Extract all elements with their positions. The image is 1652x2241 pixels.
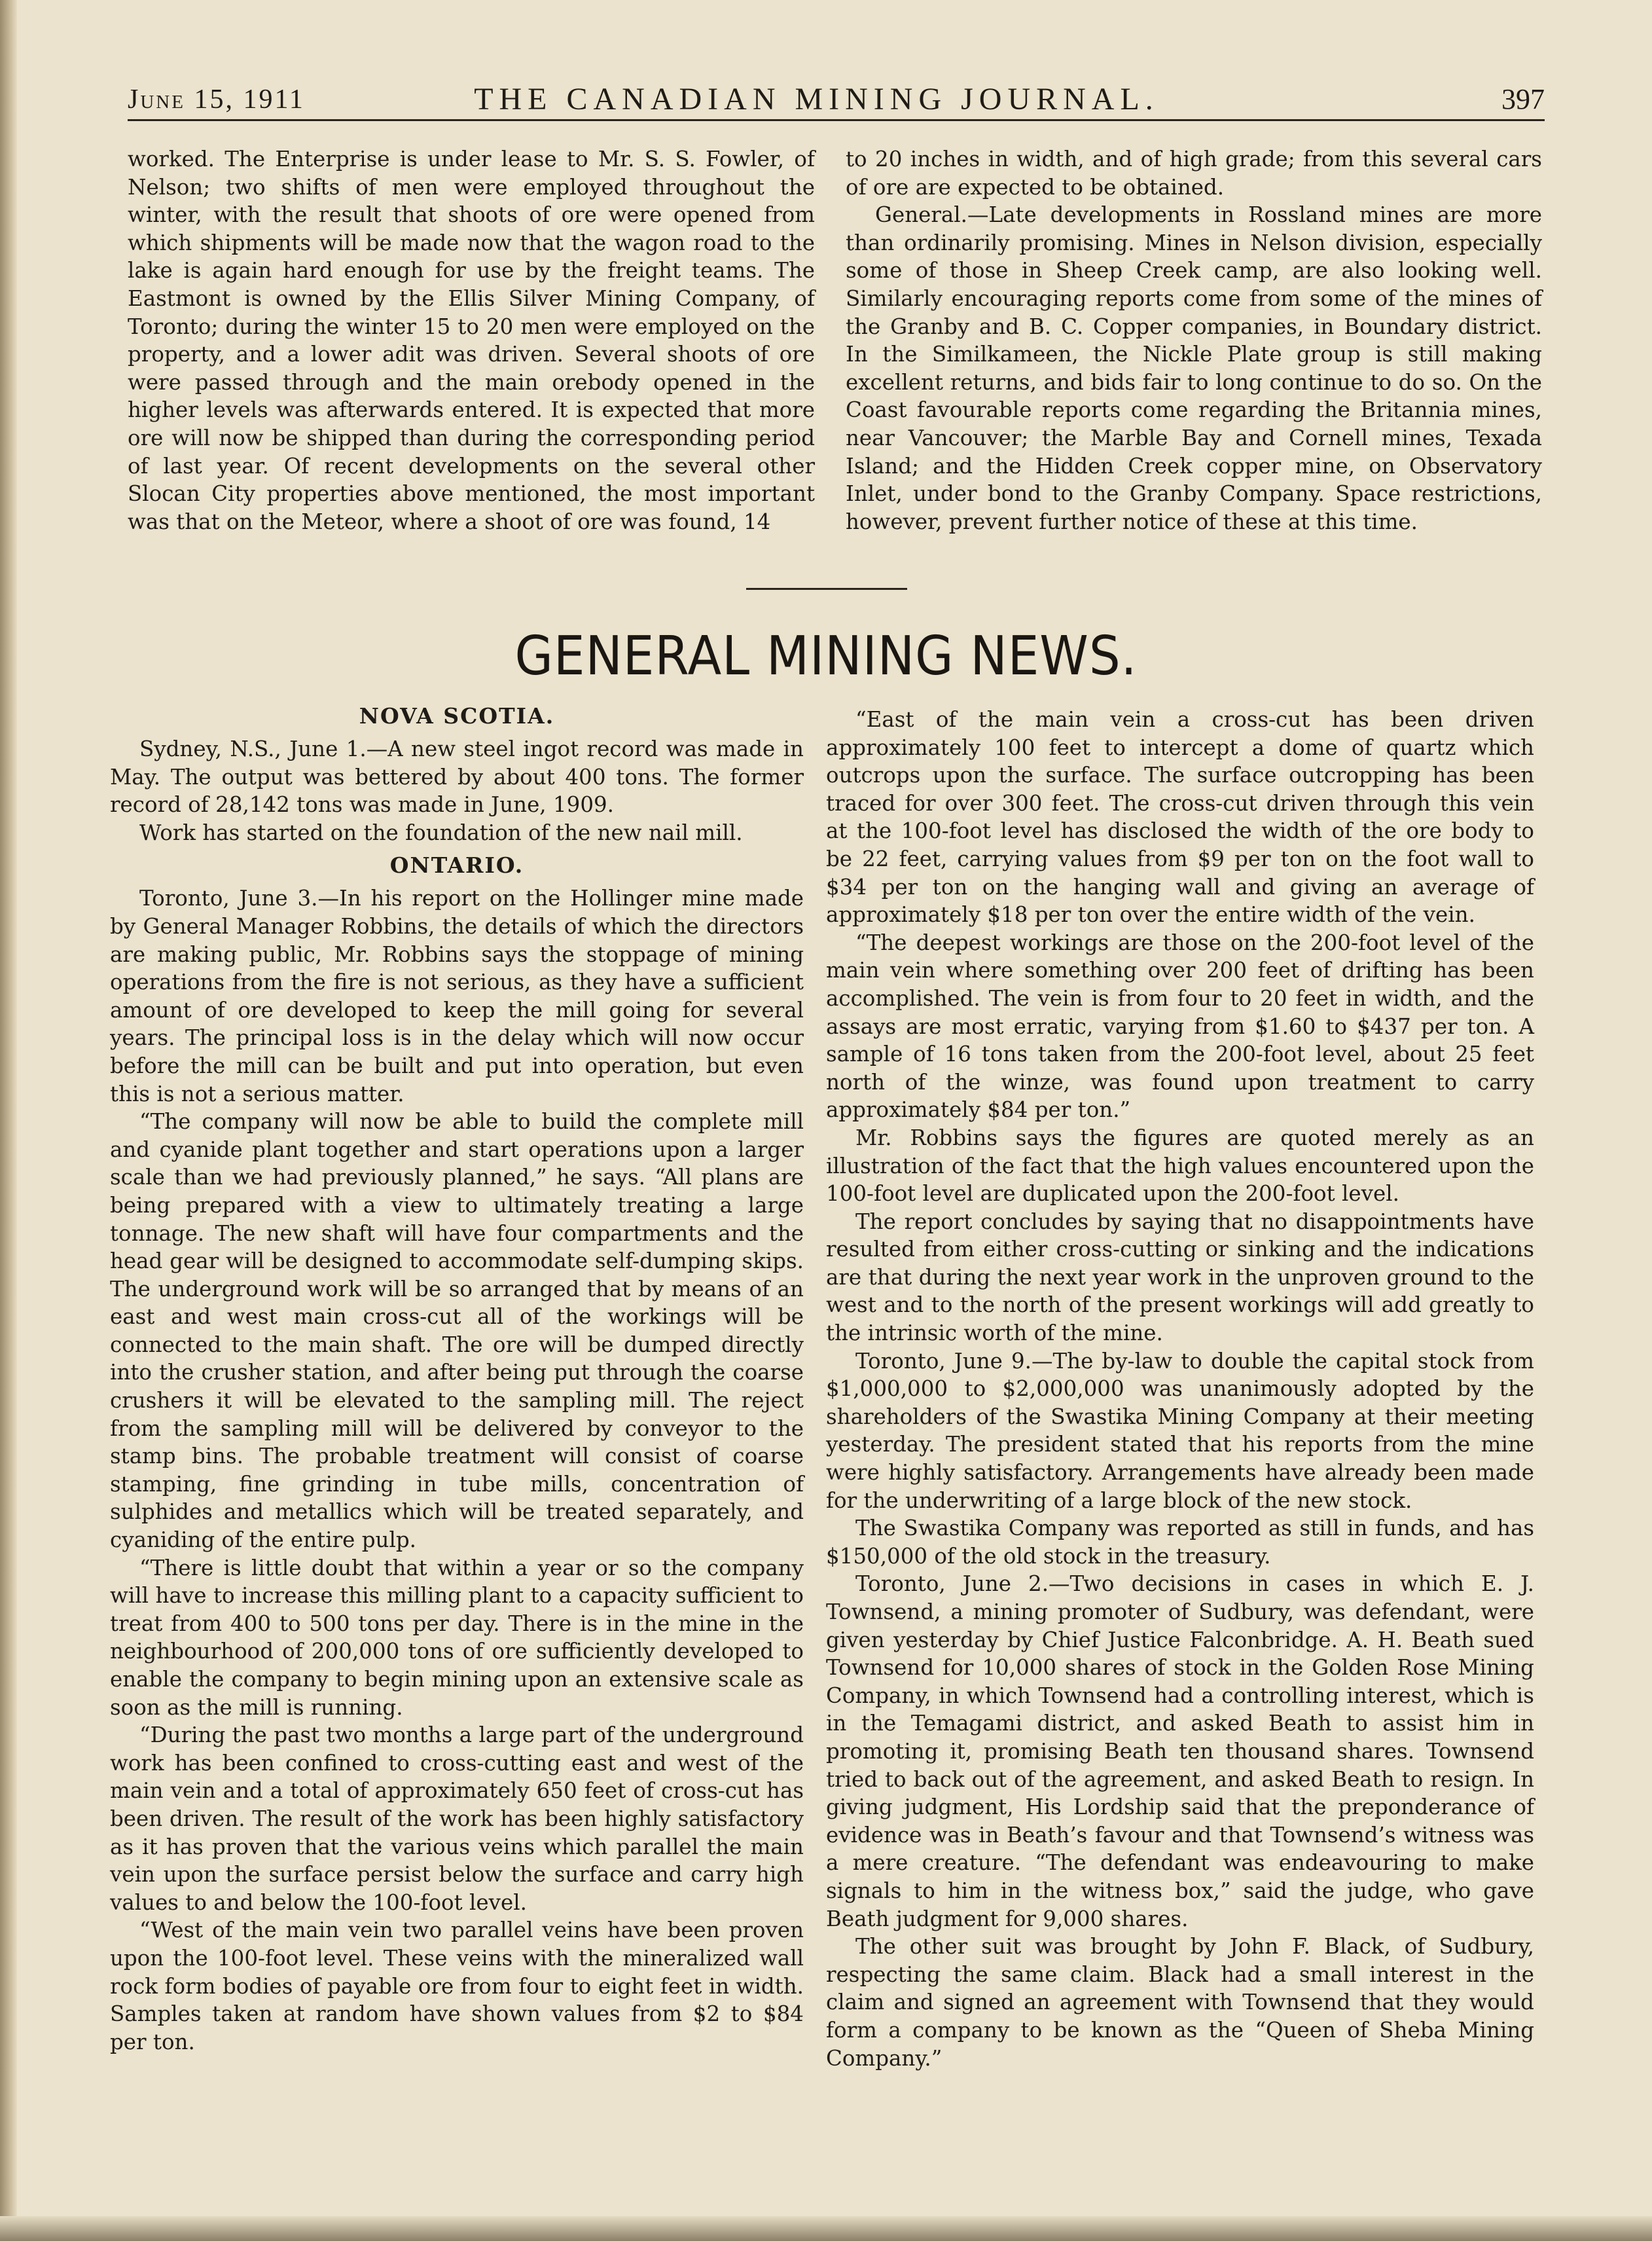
top-right-paragraph-1: to 20 inches in width, and of high grade; from this several cars of ore are expected to be obtained. [846,147,1542,200]
top-left-column [128,145,815,536]
top-left-paragraph: worked. The Enterprise is under lease to Mr. S. S. Fowler, of Nelson; two shifts of men were employed throughout the winter, with the result that shoots of ore were opened from which shipments will be made now that the wagon road to the lake is again hard enough for use by the freight teams. The Eastmont is owned by the Ellis Silver Mining Company, of Toronto; during the winter 15 to 20 men were employed on the property, and a lower adit was driven. Several shoots of ore were passed through and the main orebody opened in the higher levels was afterwards entered. It is expected that more ore will now be shipped than during the corresponding period of last year. Of recent developments on the several other Slocan City properties above mentioned, the most important was that on the Meteor, where a shoot of ore was found, 14 [128,147,815,534]
section-title: GENERAL MINING NEWS. [514,625,1138,687]
paragraph: Toronto, June 9.—The by-law to double the capital stock from $1,000,000 to $2,000,000 was unanimously adopted by the shareholders of the Swastika Mining Company at their meeting yesterday. The president stated that his reports from the mine were highly satisfactory. Arrangements have already been made for the underwriting of a large block of the new stock. [826,1348,1534,1513]
paragraph: “West of the main vein two parallel veins have been proven upon the 100-foot level. These veins with the mineralized wall rock form bodies of payable ore from four to eight feet in width. Samples taken at random have shown values from $2 to $84 per ton. [110,1918,804,2054]
top-right-column [846,145,1542,536]
paragraph: The other suit was brought by John F. Black, of Sudbury, respecting the same claim. Black had a small interest in the claim and signed an agreement with Townsend that they would form a company to be known as the “Queen of Sheba Mining Company.” [826,1934,1534,2071]
paragraph: Toronto, June 3.—In his report on the Hollinger mine made by General Manager Robbins, the details of which the directors are making public, Mr. Robbins says the stoppage of mining operations from the fire is not serious, as they have a sufficient amount of ore developed to keep the mill going for several years. The principal loss is in the delay which will now occur before the mill can be built and put into operation, but even this is not a serious matter. [110,886,804,1106]
heading-nova-scotia: NOVA SCOTIA. [359,703,555,729]
top-right-paragraph-2: General.—Late developments in Rossland mines are more than ordinarily promising. Mines in Nelson division, especially some of those in Sheep Creek camp, are also looking well. Similarly encouraging reports come from some of the mines of the Granby and B. C. Copper companies, in Boundary district. In the Similkameen, the Nickle Plate group is still making excellent returns, and bids fair to long continue to do so. On the Coast favourable reports come regarding the Britannia mines, near Vancouver; the Marble Bay and Cornell mines, Texada Island; and the Hidden Creek copper mine, on Observatory Inlet, under bond to the Granby Company. Space restrictions, however, prevent further notice of these at this time. [846,202,1542,534]
paragraph: “East of the main vein a cross-cut has been driven approximately 100 feet to intercept a dome of quartz which outcrops upon the surface. The surface outcropping has been traced for over 300 feet. The cross-cut driven through this vein at the 100-foot level has disclosed the width of the ore body to be 22 feet, carrying values from $9 per ton on the foot wall to $34 per ton on the hanging wall and giving an average of approximately $18 per ton over the entire width of the vein. [826,707,1534,928]
paragraph: The Swastika Company was reported as still in funds, and has $150,000 of the old stock in the treasury. [826,1516,1534,1569]
paragraph: “During the past two months a large part of the underground work has been confined to cross-cutting east and west of the main vein and a total of approximately 650 feet of cross-cut has been driven. The result of the work has been highly satisfactory as it has proven that the various veins which parallel the main vein upon the surface persist below the surface and carry high values to and below the 100-foot level. [110,1722,804,1915]
paragraph: “The deepest workings are those on the 200-foot level of the main vein where something over 200 feet of drifting has been accomplished. The vein is from four to 20 feet in width, and the assays are most erratic, varying from $1.60 to $437 per ton. A sample of 16 tons taken from the 200-foot level, about 25 feet north of the winze, was found upon treatment to carry approximately $84 per ton.” [826,930,1534,1123]
header-journal-title: THE CANADIAN MINING JOURNAL. [474,82,1159,117]
paragraph: The report concludes by saying that no disappointments have resulted from either cross-cutting or sinking and the indications are that during the next year work in the unproven ground to the west and to the north of the present workings will add greatly to the intrinsic worth of the mine. [826,1209,1534,1346]
header-page-number: 397 [1501,83,1545,115]
paragraph: “The company will now be able to build the complete mill and cyanide plant together and start operations upon a larger scale than we had previously planned,” he says. “All plans are being prepared with a view to ultimately treating a large tonnage. The new shaft will have four compartments and the head gear will be designed to accommodate self-dumping skips. The underground work will be so arranged that by means of an east and west main cross-cut all of the workings will be connected to the main shaft. The ore will be dumped directly into the crusher station, and after being put through the coarse crushers it will be elevated to the sampling mill. The reject from the sampling mill will be delivered by conveyor to the stamp bins. The probable treatment will consist of coarse stamping, fine grinding in tube mills, concentration of sulphides and metallics which will be treated separately, and cyaniding of the entire pulp. [110,1109,804,1553]
paragraph: Mr. Robbins says the figures are quoted merely as an illustration of the fact that the high values encountered upon the 100-foot level are duplicated upon the 200-foot level. [826,1125,1534,1207]
paragraph: Work has started on the foundation of the new nail mill. [139,820,743,845]
paragraph: Sydney, N.S., June 1.—A new steel ingot record was made in May. The output was bettered by about 400 tons. The former record of 28,142 tons was made in June, 1909. [110,737,804,818]
heading-ontario: ONTARIO. [389,852,524,879]
news-left-column [110,697,804,2056]
header-date: June 15, 1911 [128,84,305,115]
section-divider [746,588,907,590]
paragraph: Toronto, June 2.—Two decisions in cases in which E. J. Townsend, a mining promoter of Sudbury, was defendant, were given yesterday by Chief Justice Falconbridge. A. H. Beath sued Townsend for 10,000 shares of stock in the Golden Rose Mining Company, in which Townsend had a controlling interest, which is in the Temagami district, and asked Beath to assist him in promoting it, promising Beath ten thousand shares. Townsend tried to back out of the agreement, and asked Beath to resign. In giving judgment, His Lordship said that the preponderance of evidence was in Beath’s favour and that Townsend’s witness was a mere creature. “The defendant was endeavouring to make signals to him in the witness box,” said the judge, who gave Beath judgment for 9,000 shares. [826,1571,1534,1931]
paragraph: “There is little doubt that within a year or so the company will have to increase this milling plant to a capacity sufficient to treat from 400 to 500 tons per day. There is in the mine in the neighbourhood of 200,000 tons of ore sufficiently developed to enable the company to begin mining upon an extensive scale as soon as the mill is running. [110,1555,804,1720]
news-right-column [826,706,1534,2072]
page-bottom-edge [0,2216,1652,2241]
page-binding-shadow [0,0,17,2241]
header-rule [128,119,1545,121]
page-header [88,79,1545,124]
